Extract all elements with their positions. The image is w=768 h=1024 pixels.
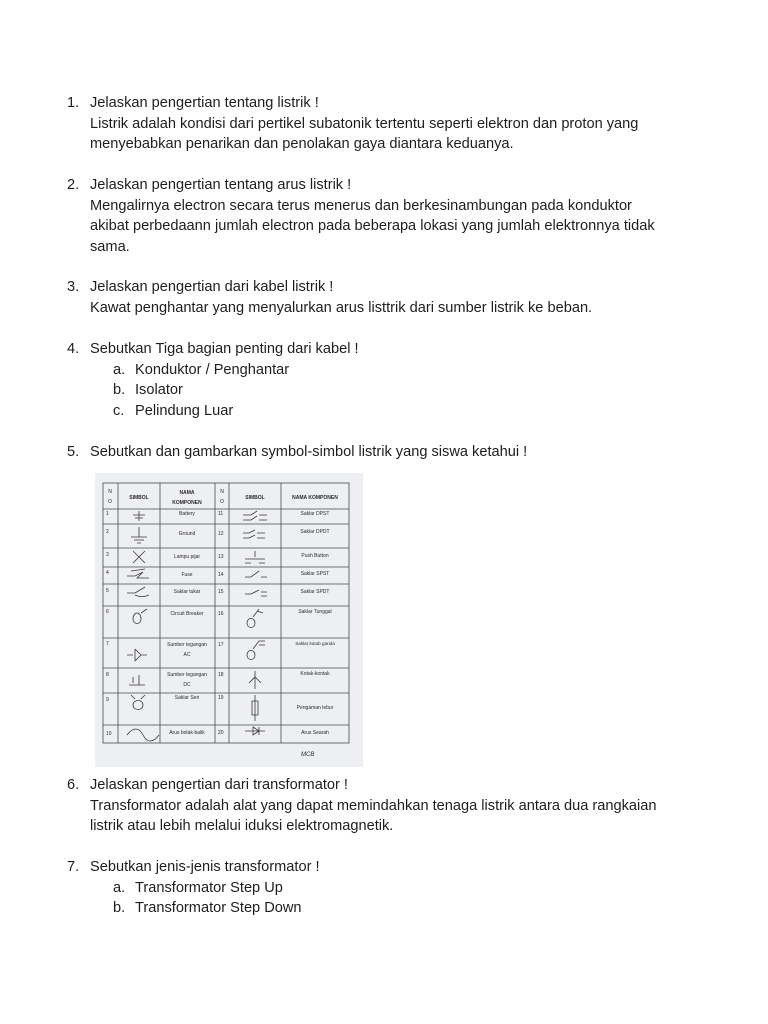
answer-line: Mengalirnya electron secara terus menerus dan berkesinambungan pada konduktor [90, 197, 632, 214]
row-number: 18 [218, 672, 224, 678]
fuse-protection-symbol [252, 695, 258, 721]
component-name: AC [183, 652, 191, 658]
component-name: Saklar tukar [173, 589, 201, 595]
list-letter: c. [113, 402, 125, 419]
component-name: Arus bolak-balik [169, 730, 205, 736]
list-item [113, 878, 677, 899]
row-number: 20 [218, 730, 224, 736]
component-name: Ground [178, 531, 196, 537]
changeover-switch-symbol [127, 587, 149, 597]
header-no-right: N [220, 489, 224, 495]
question-number: 6. [67, 777, 80, 793]
list-item [113, 380, 677, 401]
dpst-symbol [243, 511, 267, 520]
mcb-footnote: MCB [301, 752, 315, 758]
row-number: 11 [218, 511, 224, 517]
row-number: 13 [218, 554, 224, 560]
component-name: Saklar Seri [174, 695, 200, 701]
double-pole-switch-symbol [247, 641, 265, 660]
component-name: Saklar Tunggal [298, 609, 332, 615]
component-name: Sumber tegangan [167, 672, 207, 678]
circuit-breaker-symbol [133, 609, 147, 624]
header-simbol-right: SIMBOL [245, 495, 265, 501]
question-text: Sebutkan Tiga bagian penting dari kabel ! [90, 341, 359, 357]
answer-line: listrik atau lebih melalui iduksi elektromagnetik. [90, 818, 394, 835]
row-number: 4 [106, 570, 109, 576]
question-text: Jelaskan pengertian dari transformator ! [90, 777, 348, 793]
spdt-symbol [245, 590, 267, 596]
question-7 [67, 857, 677, 919]
component-name: Lampu pijar [173, 554, 201, 560]
component-name: Arus Searah [301, 730, 329, 736]
component-name: Saklar kutub ganda [295, 641, 335, 646]
series-switch-symbol [131, 695, 145, 710]
row-number: 16 [218, 611, 224, 617]
socket-symbol [249, 671, 261, 689]
component-name: DC [183, 682, 191, 688]
row-number: 10 [106, 731, 112, 737]
component-name: Pengaman lebur [296, 705, 334, 711]
answer-line: Listrik adalah kondisi dari pertikel subatonik tertentu seperti elektron dan proton yang [90, 115, 639, 132]
battery-symbol [133, 511, 145, 521]
component-name: Saklar DPDT [300, 529, 330, 535]
header-no-right: O [220, 499, 224, 505]
answer-line: Transformator adalah alat yang dapat memindahkan tenaga listrik antara dua rangkaian [90, 797, 657, 814]
question-text: Jelaskan pengertian tentang listrik ! [90, 95, 319, 111]
question-text: Sebutkan dan gambarkan symbol-simbol listrik yang siswa ketahui ! [90, 444, 528, 460]
dc-source-symbol [129, 675, 145, 685]
lamp-symbol [133, 551, 145, 563]
ground-symbol [131, 527, 147, 543]
list-text: Transformator Step Up [135, 879, 283, 896]
list-letter: a. [113, 361, 126, 378]
list-item [113, 898, 677, 919]
spst-symbol [245, 571, 267, 577]
component-name: Battery [179, 511, 195, 517]
symbol-table [95, 473, 363, 767]
header-nama-right: NAMA KOMPONEN [292, 495, 338, 501]
row-number: 5 [106, 588, 109, 594]
answer-line: Kawat penghantar yang menyalurkan arus listtrik dari sumber listrik ke beban. [90, 299, 593, 316]
component-name: Fuse [181, 572, 193, 578]
question-text: Jelaskan pengertian tentang arus listrik ! [90, 177, 352, 193]
list-item [113, 401, 677, 422]
header-nama-left: KOMPONEN [172, 500, 202, 506]
fuse-symbol [127, 569, 149, 578]
list-text: Isolator [135, 382, 183, 399]
component-name: Sumber tegangan [167, 642, 207, 648]
answer-line: sama. [90, 238, 130, 255]
question-1 [67, 93, 677, 155]
component-name: Push Button [301, 553, 329, 559]
list-item [113, 360, 677, 381]
header-no-left: N [108, 489, 112, 495]
header-simbol-left: SIMBOL [129, 495, 149, 501]
hand-drawn-symbols [127, 511, 267, 741]
question-text: Jelaskan pengertian dari kabel listrik ! [90, 279, 334, 295]
ac-source-symbol [127, 649, 147, 661]
question-number: 3. [67, 279, 80, 295]
single-switch-symbol [247, 609, 263, 628]
row-number: 17 [218, 642, 224, 648]
question-number: 1. [67, 95, 80, 111]
question-3 [67, 277, 677, 318]
dc-current-symbol [245, 727, 265, 735]
row-number: 9 [106, 697, 109, 703]
row-number: 14 [218, 572, 224, 578]
list-letter: b. [113, 382, 126, 399]
list-letter: b. [113, 900, 126, 917]
row-number: 1 [106, 511, 109, 517]
component-name: Circuit Breaker [170, 611, 204, 617]
question-4 [67, 339, 677, 421]
push-button-symbol [245, 551, 265, 563]
header-nama-left: NAMA [179, 490, 195, 496]
question-number: 2. [67, 177, 80, 193]
list-text: Pelindung Luar [135, 402, 234, 419]
list-text: Konduktor / Penghantar [135, 361, 290, 378]
component-name: Saklar SPST [300, 571, 330, 577]
question-2 [67, 175, 677, 257]
row-number: 3 [106, 552, 109, 558]
row-number: 12 [218, 531, 224, 537]
list-letter: a. [113, 879, 126, 896]
row-number: 15 [218, 589, 224, 595]
row-number: 7 [106, 641, 109, 647]
row-number: 2 [106, 529, 109, 535]
row-number: 19 [218, 695, 224, 701]
question-5 [67, 442, 677, 463]
question-number: 4. [67, 341, 80, 357]
header-no-left: O [108, 499, 112, 505]
row-number: 6 [106, 609, 109, 615]
row-number: 8 [106, 672, 109, 678]
question-number: 7. [67, 859, 80, 875]
answer-line: menyebabkan penarikan dan penolakan gaya diantara keduanya. [90, 136, 514, 153]
answer-line: akibat perbedaann jumlah electron pada beberapa lokasi yang jumlah elektronnya tidak [90, 218, 655, 235]
dpdt-symbol [243, 530, 265, 538]
question-number: 5. [67, 444, 80, 460]
list-text: Transformator Step Down [135, 900, 302, 917]
question-text: Sebutkan jenis-jenis transformator ! [90, 859, 320, 875]
question-6 [67, 775, 677, 837]
component-name: Kotak-kontak [300, 671, 330, 677]
ac-current-symbol [127, 729, 159, 741]
symbol-table-photo [95, 473, 363, 767]
component-name: Saklar DPST [300, 511, 330, 517]
component-name: Saklar SPDT [300, 589, 330, 595]
